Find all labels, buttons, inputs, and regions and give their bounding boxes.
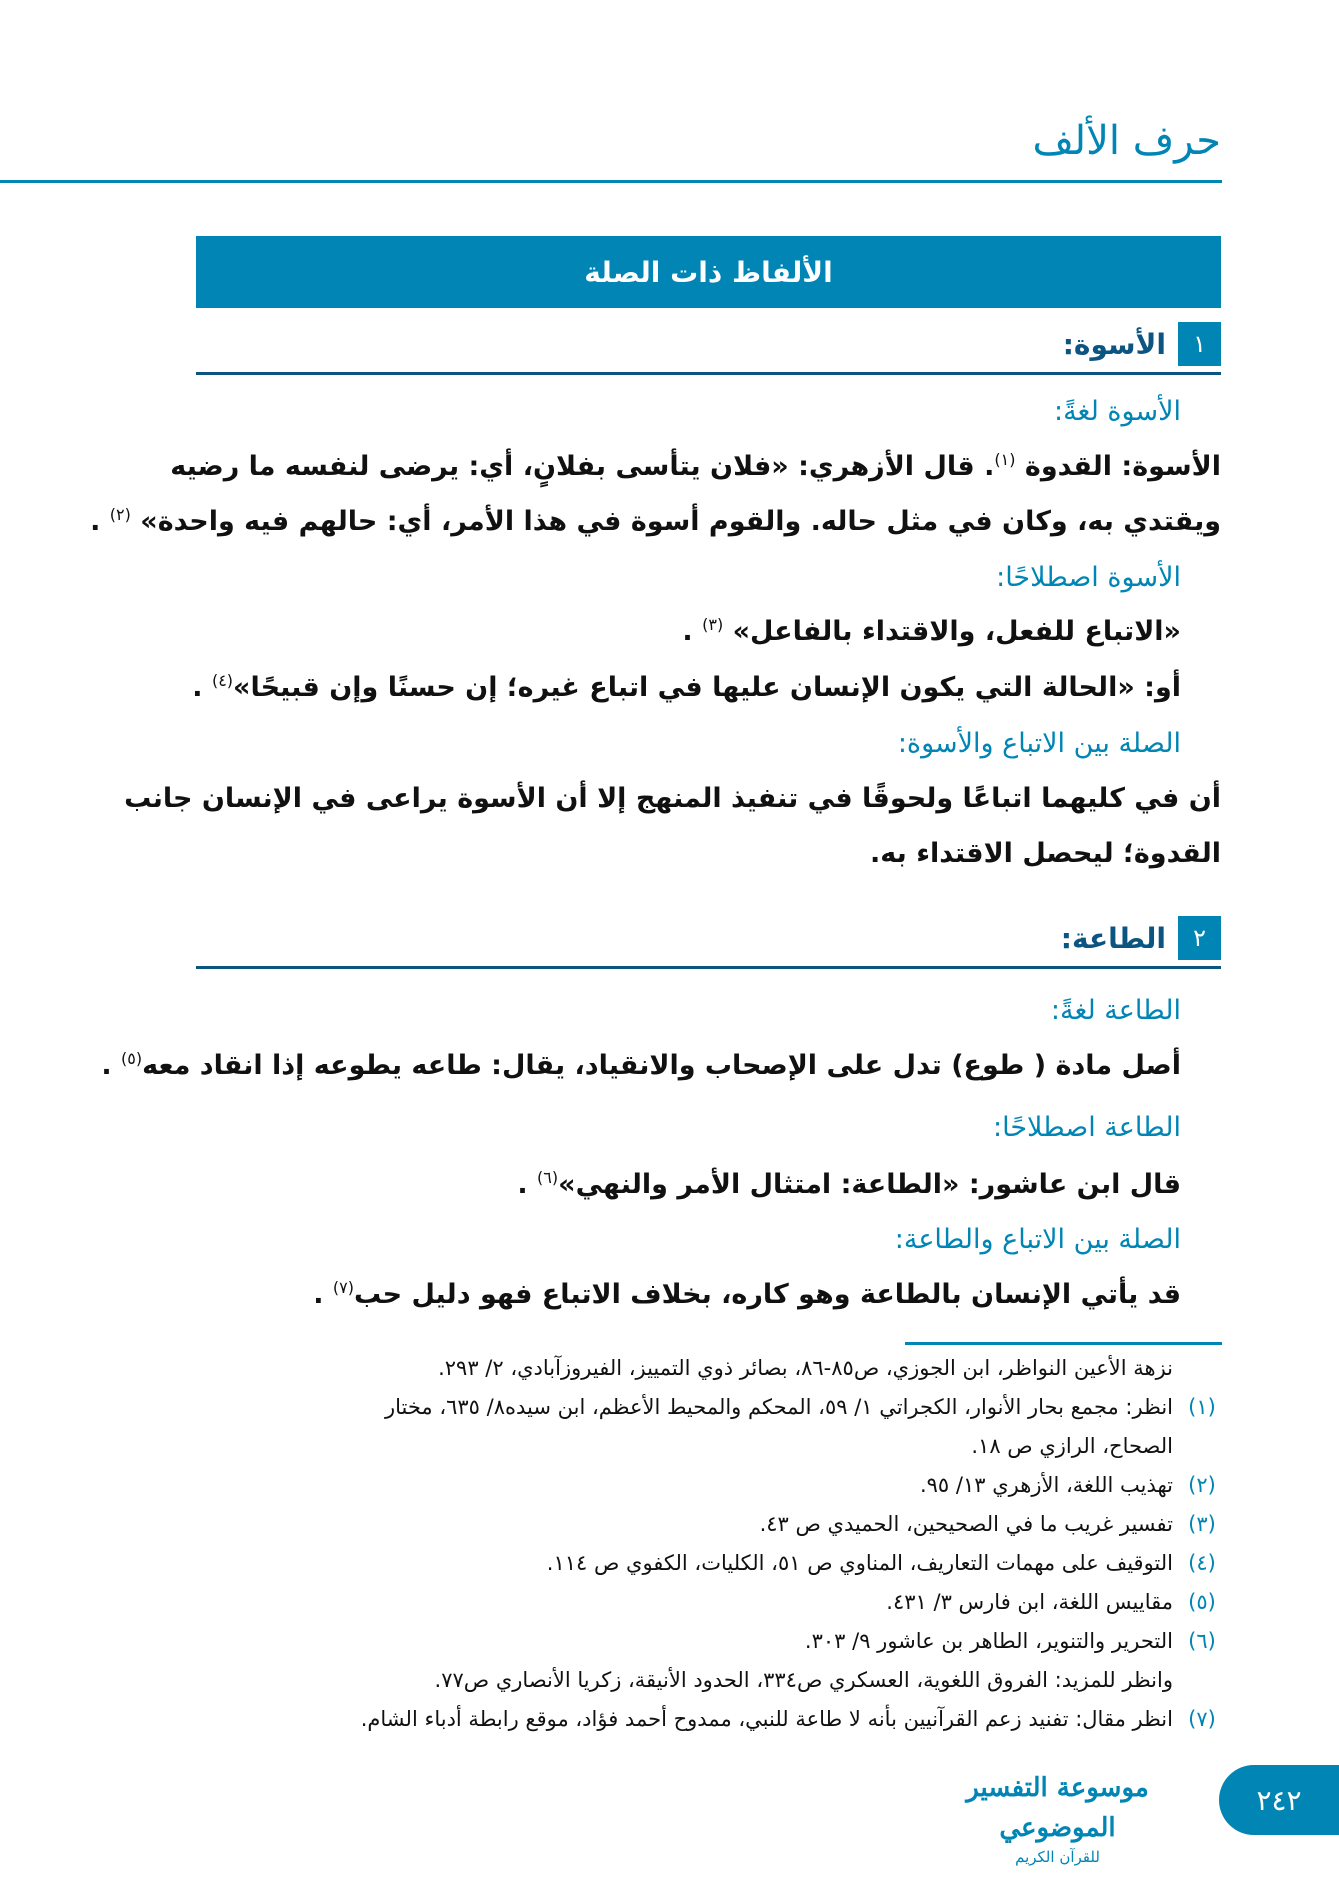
- footnote: [196, 1668, 1221, 1692]
- footnote: [196, 1551, 1221, 1575]
- header-divider: [0, 180, 1222, 183]
- section-title: الطاعة:: [1060, 921, 1166, 955]
- paragraph-line: أصل مادة ( طوع) تدل على الإصحاب والانقياد، يقال: طاعه يطوعه إذا انقاد معه$^{(٥)}$ .: [101, 1049, 1181, 1081]
- footnote-ref[interactable]: (١): [994, 450, 1016, 469]
- encyclopedia-logo: موسوعة التفسير الموضوعي للقرآن الكريم: [966, 1773, 1149, 1866]
- footnote: [196, 1356, 1221, 1380]
- footnote-text: التحرير والتنوير، الطاهر بن عاشور ٩/ ٣٠٣.: [804, 1629, 1173, 1653]
- paragraph-line: أن في كليهما اتباعًا ولحوقًا في تنفيذ المنهج إلا أن الأسوة يراعى في الإنسان جانب: [124, 783, 1221, 814]
- footnote-ref[interactable]: (٦): [537, 1168, 559, 1187]
- paragraph-line: الأسوة: القدوة $^{(١)}$. قال الأزهري: «فلان يتأسى بفلانٍ، أي: يرضى لنفسه ما رضيه: [170, 450, 1221, 482]
- footnote-text: تفسير غريب ما في الصحيحين، الحميدي ص ٤٣.: [759, 1512, 1173, 1536]
- section-divider: [196, 966, 1221, 969]
- footnote-divider: [905, 1342, 1222, 1345]
- section-heading-2: [196, 916, 1221, 960]
- subheading: الصلة بين الاتباع والطاعة:: [894, 1224, 1181, 1255]
- footnote-number: (٦): [1188, 1629, 1216, 1653]
- footnote-text: مقاييس اللغة، ابن فارس ٣/ ٤٣١.: [886, 1590, 1173, 1614]
- footnote-ref[interactable]: (٥): [120, 1049, 143, 1068]
- footnote: [196, 1707, 1221, 1731]
- footnote-number: (٥): [1188, 1590, 1216, 1614]
- footnote: [196, 1629, 1221, 1653]
- paragraph-line: أو: «الحالة التي يكون الإنسان عليها في اتباع غيره؛ إن حسنًا وإن قبيحًا»$^{(٤)}$ .: [192, 671, 1181, 703]
- footnote-number: (٧): [1188, 1707, 1216, 1731]
- subheading: الأسوة اصطلاحًا:: [996, 562, 1181, 593]
- footnote-number: (٣): [1188, 1512, 1216, 1536]
- footnote-text: وانظر للمزيد: الفروق اللغوية، العسكري ص٣٣٤، الحدود الأنيقة، زكريا الأنصاري ص٧٧.: [434, 1668, 1173, 1692]
- footnote: [196, 1590, 1221, 1614]
- footnote-number: [1183, 1434, 1221, 1458]
- paragraph-line: قال ابن عاشور: «الطاعة: امتثال الأمر والنهي»$^{(٦)}$ .: [517, 1168, 1181, 1200]
- footnote-text: تهذيب اللغة، الأزهري ١٣/ ٩٥.: [919, 1473, 1173, 1497]
- footnote: [196, 1434, 1221, 1458]
- paragraph-line: «الاتباع للفعل، والاقتداء بالفاعل» $^{(٣)}$ .: [682, 615, 1181, 647]
- footnote-text: نزهة الأعين النواظر، ابن الجوزي، ص٨٥-٨٦، بصائر ذوي التمييز، الفيروزآبادي، ٢/ ٢٩٣.: [438, 1356, 1173, 1380]
- footnote-number: [1183, 1668, 1221, 1692]
- paragraph-line: القدوة؛ ليحصل الاقتداء به.: [870, 838, 1221, 869]
- section-banner: الألفاظ ذات الصلة: [196, 236, 1221, 308]
- footnote: [196, 1473, 1221, 1497]
- section-number: ١: [1178, 322, 1221, 366]
- footnote: [196, 1395, 1221, 1419]
- footnote-ref[interactable]: (٣): [702, 615, 724, 634]
- section-title: الأسوة:: [1062, 327, 1166, 361]
- subheading: الطاعة اصطلاحًا:: [993, 1112, 1181, 1143]
- footnote-number: [1183, 1356, 1221, 1380]
- footnote-text: انظر مقال: تفنيد زعم القرآنيين بأنه لا طاعة للنبي، ممدوح أحمد فؤاد، موقع رابطة أدباء الشام.: [360, 1707, 1173, 1731]
- section-number: ٢: [1178, 916, 1221, 960]
- subheading: الصلة بين الاتباع والأسوة:: [897, 728, 1181, 759]
- footnote-number: (٢): [1188, 1473, 1216, 1497]
- page-number: ٢٤٢: [1219, 1765, 1339, 1835]
- footnote-ref[interactable]: (٢): [109, 505, 131, 524]
- footnote-number: (١): [1188, 1395, 1216, 1419]
- footnote-number: (٤): [1188, 1551, 1216, 1575]
- footnote-text: الصحاح، الرازي ص ١٨.: [971, 1434, 1173, 1458]
- subheading: الطاعة لغةً:: [1050, 995, 1181, 1026]
- chapter-title: حرف الألف: [1032, 118, 1221, 164]
- footnote: [196, 1512, 1221, 1536]
- footnote-text: انظر: مجمع بحار الأنوار، الكجراتي ١/ ٥٩، المحكم والمحيط الأعظم، ابن سيده٨/ ٦٣٥، مختار: [384, 1395, 1173, 1419]
- footnote-text: التوقيف على مهمات التعاريف، المناوي ص ٥١، الكليات، الكفوي ص ١١٤.: [546, 1551, 1173, 1575]
- footnote-ref[interactable]: (٧): [332, 1278, 354, 1297]
- section-heading-1: [196, 322, 1221, 366]
- paragraph-line: قد يأتي الإنسان بالطاعة وهو كاره، بخلاف الاتباع فهو دليل حب$^{(٧)}$ .: [313, 1278, 1181, 1310]
- paragraph-line: ويقتدي به، وكان في مثل حاله. والقوم أسوة في هذا الأمر، أي: حالهم فيه واحدة» $^{(٢)}$ .: [90, 505, 1221, 537]
- footnote-ref[interactable]: (٤): [211, 671, 234, 690]
- subheading: الأسوة لغةً:: [1053, 396, 1181, 427]
- section-divider: [196, 372, 1221, 375]
